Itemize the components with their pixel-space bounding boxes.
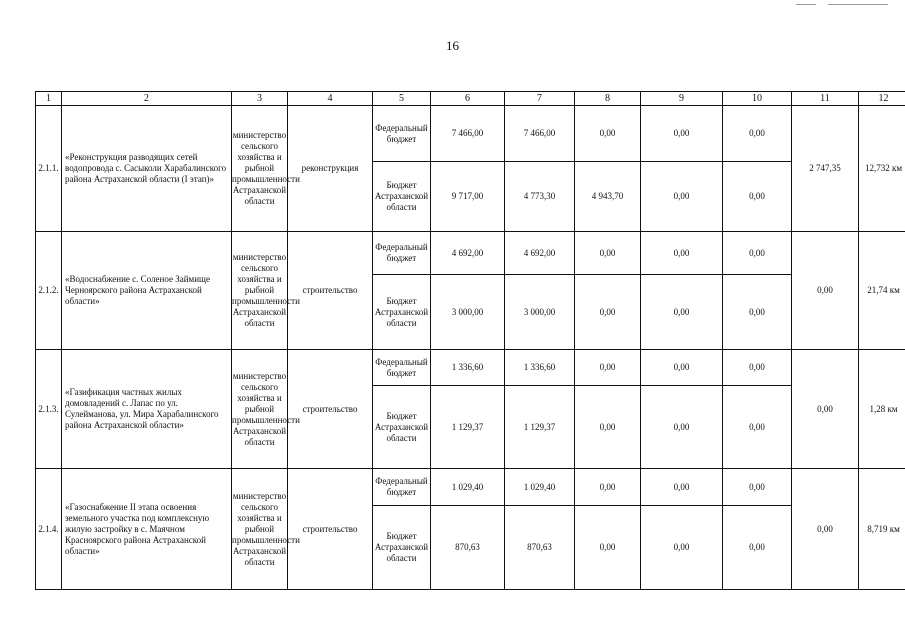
amount-cell: 0,00 (723, 350, 792, 386)
column-11-value: 2 747,35 (792, 106, 859, 232)
amount-cell: 0,00 (723, 469, 792, 506)
amount-cell: 0,00 (641, 232, 723, 275)
table-row (36, 350, 905, 386)
funding-source: Бюджет Астраханской области (373, 386, 431, 469)
amount-cell: 4 943,70 (575, 162, 641, 232)
length-value: 12,732 км (859, 106, 905, 232)
amount-cell: 7 466,00 (431, 106, 505, 162)
program-table (35, 91, 905, 590)
column-header: 9 (641, 92, 723, 106)
column-header: 1 (36, 92, 62, 106)
column-header: 12 (859, 92, 905, 106)
work-type: реконструкция (288, 106, 373, 232)
amount-cell: 0,00 (641, 506, 723, 590)
amount-cell: 0,00 (575, 232, 641, 275)
column-11-value: 0,00 (792, 232, 859, 350)
project-name: «Газоснабжение II этапа освоения земельного участка под комплексную жилую застройку в с. Маячном Красноярского района Астраханской области» (62, 469, 232, 590)
responsible-ministry: министерство сельского хозяйства и рыбной промышленности Астраханской области (232, 350, 288, 469)
item-number: 2.1.2. (36, 232, 62, 350)
length-value: 8,719 км (859, 469, 905, 590)
column-header: 5 (373, 92, 431, 106)
amount-cell: 1 336,60 (431, 350, 505, 386)
amount-cell: 0,00 (641, 275, 723, 350)
amount-cell: 4 692,00 (505, 232, 575, 275)
column-header: 3 (232, 92, 288, 106)
scan-artifact-line (828, 4, 888, 5)
column-header: 4 (288, 92, 373, 106)
column-11-value: 0,00 (792, 469, 859, 590)
responsible-ministry: министерство сельского хозяйства и рыбной промышленности Астраханской области (232, 106, 288, 232)
column-header: 11 (792, 92, 859, 106)
table-row (36, 106, 905, 162)
amount-cell: 1 029,40 (505, 469, 575, 506)
amount-cell: 1 029,40 (431, 469, 505, 506)
length-value: 21,74 км (859, 232, 905, 350)
amount-cell: 0,00 (723, 232, 792, 275)
scan-artifact-line (796, 4, 816, 5)
work-type: строительство (288, 350, 373, 469)
length-value: 1,28 км (859, 350, 905, 469)
amount-cell: 0,00 (641, 106, 723, 162)
amount-cell: 0,00 (723, 275, 792, 350)
amount-cell: 1 336,60 (505, 350, 575, 386)
amount-cell: 0,00 (723, 162, 792, 232)
amount-cell: 0,00 (575, 506, 641, 590)
amount-cell: 0,00 (723, 506, 792, 590)
funding-source: Федеральный бюджет (373, 469, 431, 506)
amount-cell: 4 692,00 (431, 232, 505, 275)
column-header: 8 (575, 92, 641, 106)
funding-source: Федеральный бюджет (373, 350, 431, 386)
funding-source: Бюджет Астраханской области (373, 275, 431, 350)
column-header: 2 (62, 92, 232, 106)
amount-cell: 0,00 (641, 162, 723, 232)
amount-cell: 7 466,00 (505, 106, 575, 162)
column-11-value: 0,00 (792, 350, 859, 469)
amount-cell: 870,63 (505, 506, 575, 590)
amount-cell: 0,00 (575, 469, 641, 506)
project-name: «Водоснабжение с. Соленое Займище Черноярского района Астраханской области» (62, 232, 232, 350)
column-header: 7 (505, 92, 575, 106)
item-number: 2.1.1. (36, 106, 62, 232)
work-type: строительство (288, 469, 373, 590)
amount-cell: 0,00 (575, 106, 641, 162)
column-header: 10 (723, 92, 792, 106)
amount-cell: 0,00 (641, 469, 723, 506)
funding-source: Бюджет Астраханской области (373, 162, 431, 232)
item-number: 2.1.3. (36, 350, 62, 469)
amount-cell: 3 000,00 (431, 275, 505, 350)
item-number: 2.1.4. (36, 469, 62, 590)
column-header: 6 (431, 92, 505, 106)
responsible-ministry: министерство сельского хозяйства и рыбной промышленности Астраханской области (232, 469, 288, 590)
amount-cell: 9 717,00 (431, 162, 505, 232)
amount-cell: 0,00 (575, 386, 641, 469)
amount-cell: 0,00 (575, 350, 641, 386)
work-type: строительство (288, 232, 373, 350)
project-name: «Реконструкция разводящих сетей водопровода с. Сасыколи Харабалинского района Астраханской области (I этап)» (62, 106, 232, 232)
amount-cell: 1 129,37 (505, 386, 575, 469)
amount-cell: 0,00 (641, 386, 723, 469)
header-row (36, 92, 905, 106)
funding-source: Федеральный бюджет (373, 232, 431, 275)
amount-cell: 0,00 (575, 275, 641, 350)
amount-cell: 0,00 (723, 386, 792, 469)
table-row (36, 232, 905, 275)
table-row (36, 469, 905, 506)
funding-source: Федеральный бюджет (373, 106, 431, 162)
amount-cell: 4 773,30 (505, 162, 575, 232)
amount-cell: 870,63 (431, 506, 505, 590)
page-number: 16 (446, 38, 459, 53)
amount-cell: 3 000,00 (505, 275, 575, 350)
amount-cell: 0,00 (723, 106, 792, 162)
responsible-ministry: министерство сельского хозяйства и рыбной промышленности Астраханской области (232, 232, 288, 350)
amount-cell: 0,00 (641, 350, 723, 386)
funding-source: Бюджет Астраханской области (373, 506, 431, 590)
project-name: «Газификация частных жилых домовладений с. Лапас по ул. Сулейманова, ул. Мира Харабалинского района Астраханской области» (62, 350, 232, 469)
amount-cell: 1 129,37 (431, 386, 505, 469)
